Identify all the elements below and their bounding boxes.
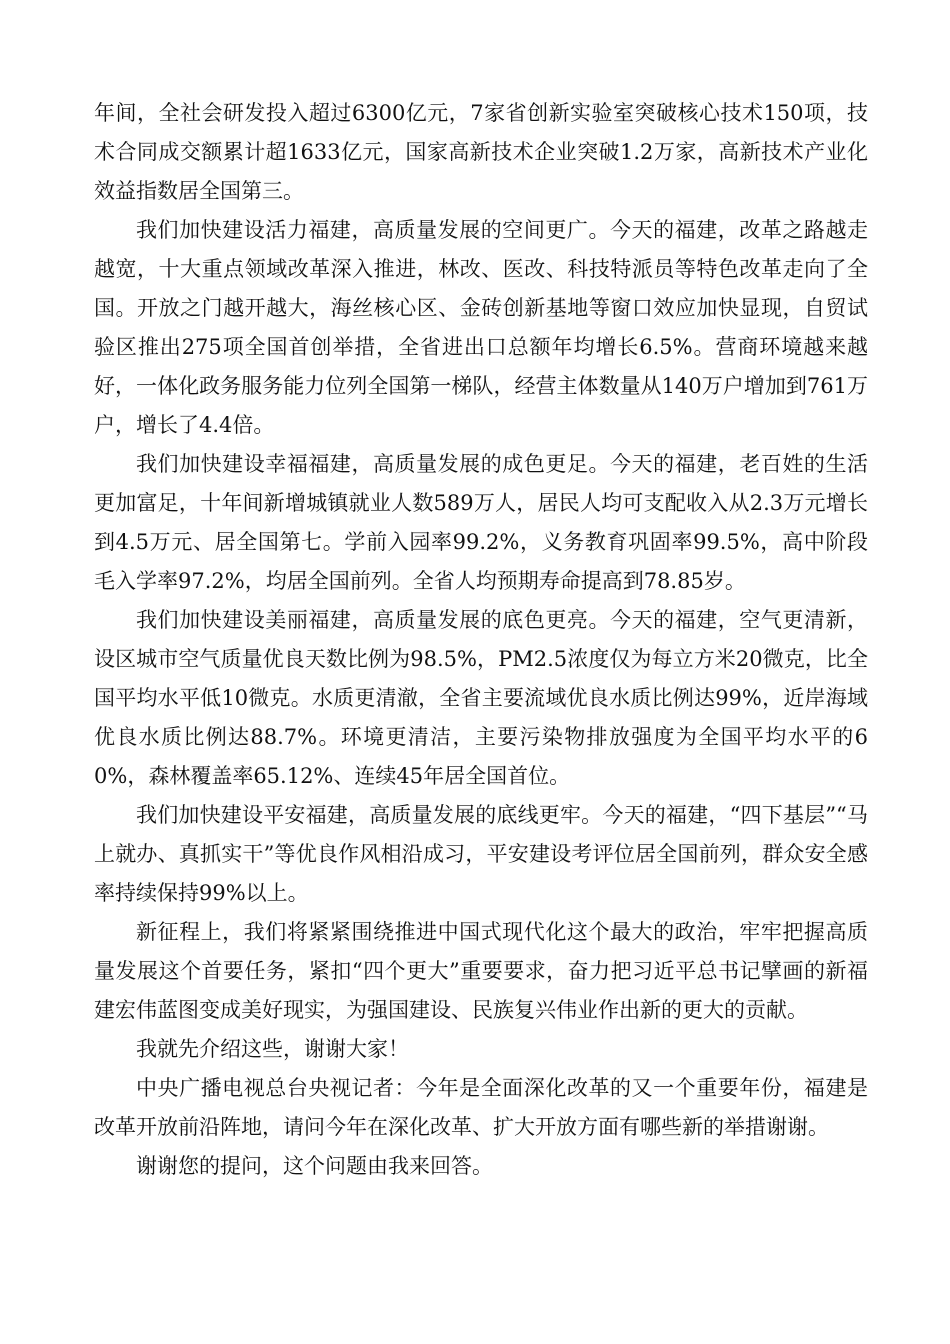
paragraph-continued: 年间，全社会研发投入超过6300亿元，7家省创新实验室突破核心技术150项，技术合同成交额累计超1633亿元，国家高新技术企业突破1.2万家，高新技术产业化效益指数居全国第三。	[94, 101, 868, 203]
paragraph-reporter-question: 中央广播电视总台央视记者：今年是全面深化改革的又一个重要年份，福建是改革开放前沿阵地，请问今年在深化改革、扩大开放方面有哪些新的举措谢谢。	[94, 1076, 868, 1139]
paragraph-vitality-fujian: 我们加快建设活力福建，高质量发展的空间更广。今天的福建，改革之路越走越宽，十大重点领域改革深入推进，林改、医改、科技特派员等特色改革走向了全国。开放之门越开越大，海丝核心区、金砖创新基地等窗口效应加快显现，自贸试验区推出275项全国首创举措，全省进出口总额年均增长6.5%。营商环境越来越好，一体化政务服务能力位列全国第一梯队，经营主体数量从140万户增加到761万户，增长了4.4倍。	[94, 218, 868, 437]
paragraph-beautiful-fujian: 我们加快建设美丽福建，高质量发展的底色更亮。今天的福建，空气更清新，设区城市空气质量优良天数比例为98.5%，PM2.5浓度仅为每立方米20微克，比全国平均水平低10微克。水质更清澈，全省主要流域优良水质比例达99%，近岸海域优良水质比例达88.7%。环境更清洁，主要污染物排放强度为全国平均水平的60%，森林覆盖率65.12%、连续45年居全国首位。	[94, 608, 868, 788]
paragraph-new-journey: 新征程上，我们将紧紧围绕推进中国式现代化这个最大的政治，牢牢把握高质量发展这个首要任务，紧扣“四个更大”重要要求，奋力把习近平总书记擘画的新福建宏伟蓝图变成美好现实，为强国建设、民族复兴伟业作出新的更大的贡献。	[94, 920, 868, 1022]
paragraph-answer-intro: 谢谢您的提问，这个问题由我来回答。	[136, 1154, 493, 1178]
paragraph-happy-fujian: 我们加快建设幸福福建，高质量发展的成色更足。今天的福建，老百姓的生活更加富足，十年间新增城镇就业人数589万人，居民人均可支配收入从2.3万元增长到4.5万元、居全国第七。学前入园率99.2%，义务教育巩固率99.5%，高中阶段毛入学率97.2%，均居全国前列。全省人均预期寿命提高到78.85岁。	[94, 452, 868, 593]
document-body	[94, 94, 868, 1186]
paragraph-closing-remark: 我就先介绍这些，谢谢大家！	[136, 1037, 409, 1061]
paragraph-safe-fujian: 我们加快建设平安福建，高质量发展的底线更牢。今天的福建，“四下基层”“马上就办、真抓实干”等优良作风相沿成习，平安建设考评位居全国前列，群众安全感率持续保持99%以上。	[94, 803, 868, 905]
